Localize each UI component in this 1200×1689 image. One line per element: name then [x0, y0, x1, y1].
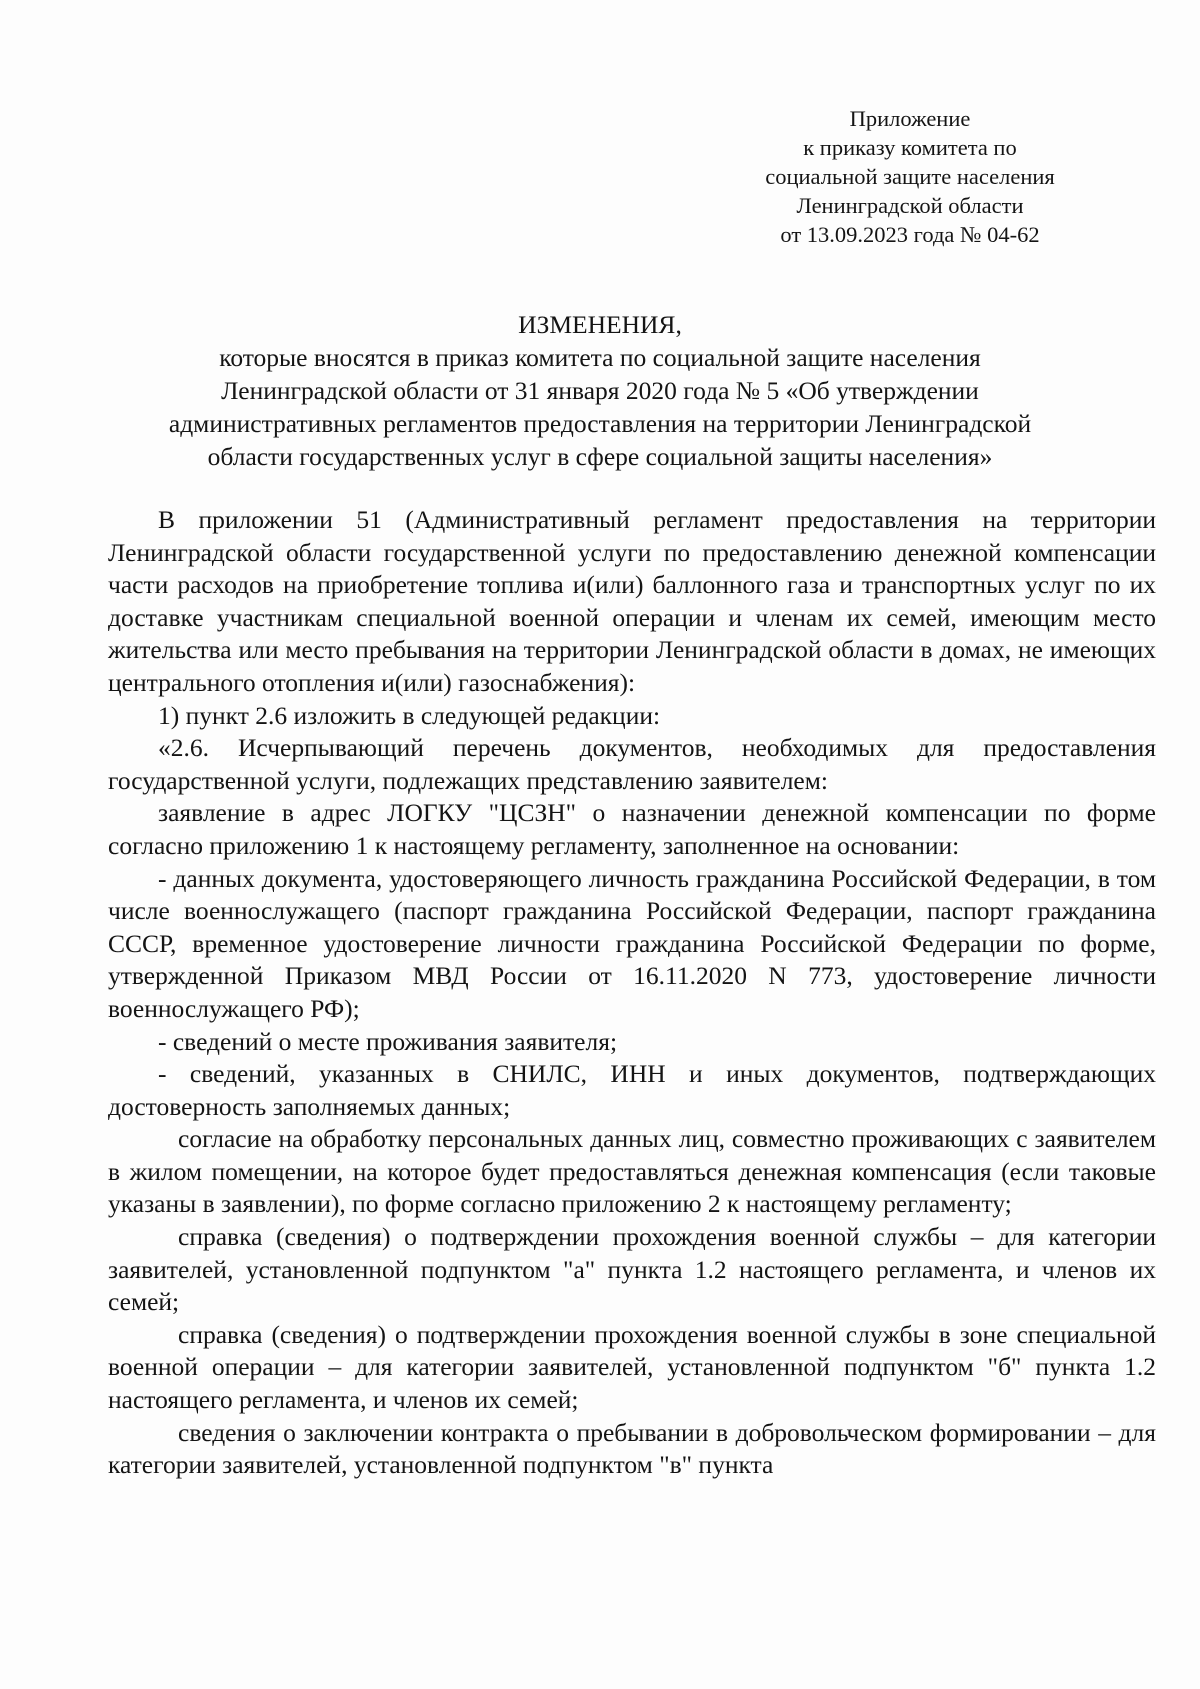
consent-paragraph: согласие на обработку персональных данных лиц, совместно проживающих с заявителем в жилом помещении, на которое будет предоставляться денежная компенсация (если таковые указаны в заявлении), по форме согласно приложению 2 к настоящему регламенту;: [108, 1124, 1156, 1219]
appendix-block: [740, 104, 1080, 249]
document-heading: [100, 308, 1100, 473]
appendix-line: Приложение: [849, 106, 971, 131]
certificate-a-paragraph: справка (сведения) о подтверждении прохождения военной службы – для категории заявителей, установленной подпунктом "а" пункта 1.2 настоящего регламента, и членов их семей;: [108, 1222, 1156, 1317]
clause-2-6-paragraph: «2.6. Исчерпывающий перечень документов, необходимых для предоставления государственной услуги, подлежащих представлению заявителем:: [108, 733, 1156, 795]
appendix-line: социальной защите населения: [765, 164, 1055, 189]
heading-line: области государственных услуг в сфере социальной защиты населения»: [207, 442, 993, 471]
heading-line: административных регламентов предоставления на территории Ленинградской: [168, 409, 1032, 438]
appendix-line: от 13.09.2023 года № 04-62: [780, 222, 1040, 247]
contract-v-paragraph: сведения о заключении контракта о пребывании в добровольческом формировании – для категории заявителей, установленной подпунктом "в" пункта: [108, 1417, 1156, 1480]
item-1-paragraph: 1) пункт 2.6 изложить в следующей редакции:: [158, 700, 661, 730]
appendix-line: Ленинградской области: [796, 193, 1024, 218]
heading-line: которые вносятся в приказ комитета по социальной защите населения: [219, 343, 981, 372]
bullet-residence-paragraph: - сведений о месте проживания заявителя;: [158, 1026, 618, 1056]
intro-paragraph: В приложении 51 (Административный регламент предоставления на территории Ленинградской области государственной услуги по предоставлению денежной компенсации части расходов на приобретение топлива и(или) баллонного газа и транспортных услуг по их доставке участникам специальной военной операции и членам их семей, имеющим место жительства или место пребывания на территории Ленинградской области в домах, не имеющих центрального отопления и(или) газоснабжения):: [108, 505, 1156, 697]
document-body: [108, 504, 1156, 1482]
bullet-snils-paragraph: - сведений, указанных в СНИЛС, ИНН и иных документов, подтверждающих достоверность заполняемых данных;: [108, 1059, 1156, 1121]
heading-title: ИЗМЕНЕНИЯ,: [518, 310, 682, 339]
application-paragraph: заявление в адрес ЛОГКУ "ЦСЗН" о назначении денежной компенсации по форме согласно приложению 1 к настоящему регламенту, заполненное на основании:: [108, 798, 1156, 860]
appendix-line: к приказу комитета по: [803, 135, 1017, 160]
bullet-identity-paragraph: - данных документа, удостоверяющего личность гражданина Российской Федерации, в том числе военнослужащего (паспорт гражданина Российской Федерации, паспорт гражданина СССР, временное удостоверение личности гражданина Российской Федерации по форме, утвержденной Приказом МВД России от 16.11.2020 N 773, удостоверение личности военнослужащего РФ);: [108, 863, 1156, 1023]
certificate-b-paragraph: справка (сведения) о подтверждении прохождения военной службы в зоне специальной военной операции – для категории заявителей, установленной подпунктом "б" пункта 1.2 настоящего регламента, и членов их семей;: [108, 1319, 1156, 1415]
heading-line: Ленинградской области от 31 января 2020 года № 5 «Об утверждении: [221, 376, 979, 405]
